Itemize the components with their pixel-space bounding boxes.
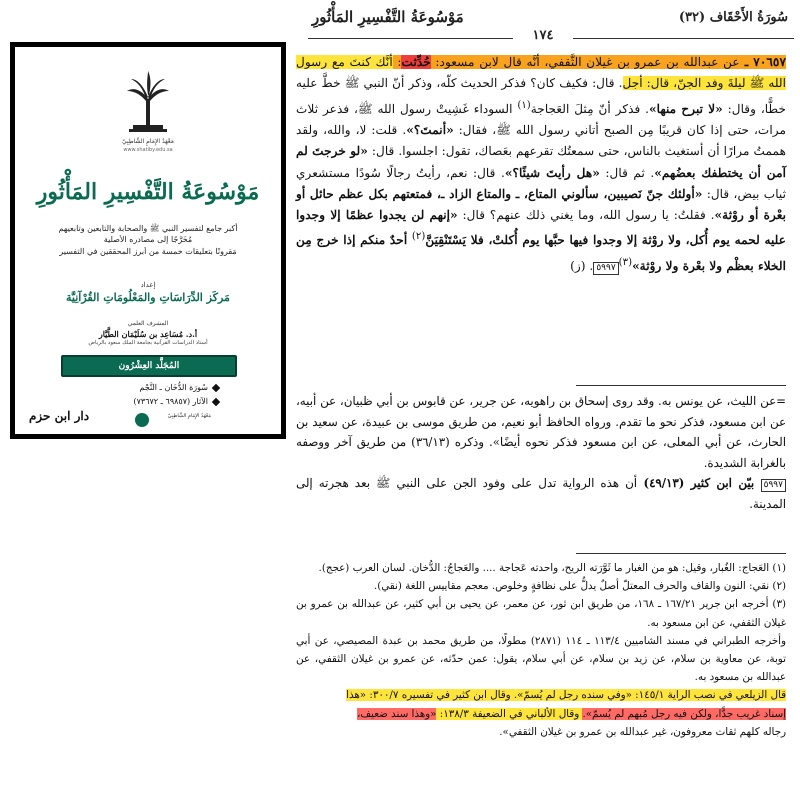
cover-bullet-surahs [139, 383, 219, 392]
highlight-yellow-fn-2: وقال الألباني في الضعيفة ١٣٨/٣: [436, 707, 583, 720]
narration-text-h: . قال: نعم، رأيتُ رجالًا سُودًا مستشعري ثياب بيض، قال: [296, 165, 786, 201]
diamond-bullet-icon [212, 384, 220, 392]
narration-text-e: السوداء غَشِيتْ رسول الله ﷺ، فذعر ثلاث مرات، حتى إذا كان قريبًا مِن الصبح أتاني رسول الله ﷺ، فقال: [296, 101, 786, 137]
cover-supervisor-name: أ.د. مُسَاعِد بن سُلَيْمَان الطَّيَّار [98, 329, 198, 339]
book-cover-frame [10, 42, 286, 439]
footnote-3c [296, 686, 786, 704]
cover-volume-badge: المُجَلَّد العِشْرُون [61, 355, 237, 377]
footnote-3e: رجاله كلهم ثقات معروفون، غير عبدالله بن عمرو بن غيلان الثقفي». [499, 725, 786, 738]
section-separator [576, 385, 786, 386]
cover-bullet-surahs-text: سُورَة الدُّخَان ـ النَّجْم [139, 383, 208, 392]
narration-text-d: . فذكر أنّ مِثلَ العَجاجة [530, 101, 650, 116]
cover-subtitle-2: مُخَرَّجًا إلى مصادره الأصلية [103, 235, 193, 244]
highlight-red-word: حُدِّثت [401, 55, 431, 69]
cross-ref-box[interactable]: ٥٩٩٧ [593, 262, 618, 275]
commentary-section [296, 391, 786, 514]
prophet-quote-6b: أحدٌ منكم إذا خرج مِن الخلاء بعظْم ولا بعْرة ولا روْثة» [296, 233, 786, 273]
narration-end: . (ز) [570, 258, 594, 273]
footnote-ref-3[interactable]: (٣) [618, 256, 633, 268]
cover-supervisor-label: المشرف العلمي [127, 320, 169, 327]
colon-text: : [392, 55, 402, 69]
highlight-red-fn: إسناد غريب جدًّا، ولكن فيه رجل مُبهم لم يُسمّ». [582, 707, 786, 720]
prophet-quote-3: «لو خرجتَ لم آمن أن يختطفك بعضُهم» [296, 144, 787, 180]
highlight-orange [393, 55, 786, 69]
cover-bullet-athar-text: الآثار (٦٩٨٥٧ ـ ٧٣٦٧٢) [133, 397, 208, 406]
footnote-3d [296, 705, 786, 723]
publisher-website: www.shatiby.edu.sa [123, 147, 173, 153]
narration-chain: عن عبدالله بن عمرو بن غيلان الثَّقفي، أنَّه قال لابن مسعود: [430, 55, 740, 69]
highlight-yellow-fn: قال الزيلعي في نصب الراية ١٤٥/١: «وفي سنده رجل لم يُسمّ». وقال ابن كثير في تفسيره ٣٠٠/٧: «هذا [346, 689, 786, 702]
footnote-ref-2[interactable]: (٢) [411, 231, 426, 243]
book-cover [15, 47, 281, 434]
narration-text-g: . ثم قال: [599, 165, 655, 180]
footnote-3a: (٣) أخرجه ابن جرير ١٦٧/٢١ ـ ١٦٨، من طريق ابن ثور، عن معمر، عن يحيى بن أبي كثير، عن عبدالله بن عمرو بن غيلان الثقفي، عن ابن مسعود به. [296, 598, 786, 629]
institute-name: مَعْهَدُ الإِمَامِ الشَّاطِبِيّ [167, 413, 211, 419]
institute-logo-icon [135, 413, 149, 427]
prophet-quote-4: «هل رأيتَ شيئًا؟» [504, 165, 600, 180]
main-narration [296, 52, 786, 277]
footnote-separator [576, 553, 786, 554]
book-page [290, 0, 800, 800]
footnote-ref-1[interactable]: (١) [517, 99, 531, 111]
footnote-3b: وأخرجه الطبراني في مسند الشاميين ١١٣/٤ ـ ١١٤ (٢٨٧١) مطولًا، من طريق محمد بن عبدة المصيصي، عن أبي توبة، عن معاوية بن سلام، عن زيد بن سلام، عن أبي سلام، يقول: عمن حدّثه، عن عمرو بن غيلان الثقفي، عن عبدالله بن مسعود به. [296, 634, 786, 684]
footnote-2: (٢) نقي: النون والقاف والحرف المعتلّ أصلٌ يدلُّ على نظافةٍ وخلوص. معجم مقاييس اللغة (نقي). [373, 580, 786, 593]
cover-subtitle-3: مَقرونًا بتعليقات خمسة من أبرز المحققين في التفسير [59, 247, 237, 256]
cover-supervisor-title: أستاذ الدراسات القرآنية بجامعة الملك سعود بالرياض [88, 340, 208, 346]
cover-bullet-athar [133, 397, 219, 406]
prophet-quote-5: «أولئك جنّ نَصيبين، سألوني المتاع، ـ والمتاع الزاد ـ، فمتعتهم بكل عظم حائل أو بعْرة أو روْثة» [296, 186, 786, 223]
commentary-paragraph: =عن الليث، عن يونس به. وقد روى إسحاق بن راهويه، عن جرير، عن قابوس بن أبي ظبيان، عن أبيه، عن ابن مسعود، فذكر نحو ما تقدم. ورواه الحافظ أبو نعيم، من طريق موسى بن عبيدة، عن سعيد بن الحارث، عن أبي المعلى، عن ابن مسعود فذكر نحوه أيضًا». وذكره (٣٦/١٣) من طريق آخر ووصفه بالغرابة الشديدة. [296, 394, 786, 470]
commentary-rest: أن هذه الرواية تدل على وفود الجن على النبي ﷺ بعد هجرته إلى المدينة. [296, 476, 786, 511]
prophet-quote-2: «أنمتَ؟» [406, 122, 454, 137]
publisher-logo-text: مَعْهَدُ الإِمَامِ الشَّاطِبِيّ [122, 138, 174, 145]
cross-ref-box-2[interactable]: ٥٩٩٧ [761, 479, 786, 492]
cover-publisher: دار ابن حزم [29, 409, 90, 423]
narration-text-c: . قال: فكيف كان؟ فذكر الحديث كلّه، وذكر أنّ النبي ﷺ خطَّ عليه خطًّا، وقال: [296, 76, 787, 116]
cover-title: مَوْسُوعَةُ التَّفْسِيرِ المَأْثُورِ [36, 179, 260, 205]
commentary-ibn-kathir [296, 473, 786, 514]
footnote-1: (١) العَجاج: الغُبار، وقيل: هو من الغبار ما ثَوَّرَته الريح، واحدته عَجاجة .... والعَجاجُ: الدُّخان. لسان العرب (عجج). [318, 562, 786, 574]
narration-text-f: . قلت: لا، والله، ولقد هممتُ مرارًا أن أستغيث بالناس، حتى سمعتُك تقرعهم بعَصاك، تقول: اجلسوا. قال: [296, 122, 786, 159]
cover-center-name: مَركَز الدِّرَاسَاتِ والمَعْلُومَاتِ القُرْآنِيَّة [66, 291, 230, 304]
publisher-logo-icon [123, 69, 173, 135]
cover-prepared-label: إعداد [140, 281, 156, 289]
cover-subtitle-1: أكبر جامع لتفسير النبي ﷺ والصحابة والتابعين وتابعيهم [58, 224, 238, 233]
highlight-red-fn-2: «وهذا سند ضعيف، [356, 707, 437, 720]
prophet-quote-1: «لا تبرح منها» [649, 101, 723, 116]
narration-text-i: . فقلتُ: يا رسول الله، وما يغني ذلك عنهم؟ قال: [457, 208, 715, 223]
athar-number: ٧٠٦٥٧ ـ [739, 55, 787, 69]
diamond-bullet-icon [212, 398, 220, 406]
header-book-title: مَوْسُوعَةُ التَّفْسِيرِ المَأْثُورِ [312, 8, 464, 26]
footnotes [296, 559, 786, 741]
header-surah: سُورَةُ الأَحْقَاف (٣٢) [678, 10, 788, 25]
prophet-quote-6: «إنهم لن يجدوا عظمًا إلا وجدوا عليه لحمه يوم أُكل، ولا روْثة إلا وجدوا فيها حبَّها يوم أُكلتْ، فلا يَسْتَنْقِيَنَّ [296, 208, 786, 248]
page-number: ١٧٤ [513, 28, 573, 43]
highlight-yellow: أنَّك كنتَ مع رسول الله ﷺ ليلةَ وفد الجنّ، قال: أجل [296, 55, 786, 91]
commentary-bold: بيّن ابن كثير (٤٩/١٣) [637, 476, 761, 490]
